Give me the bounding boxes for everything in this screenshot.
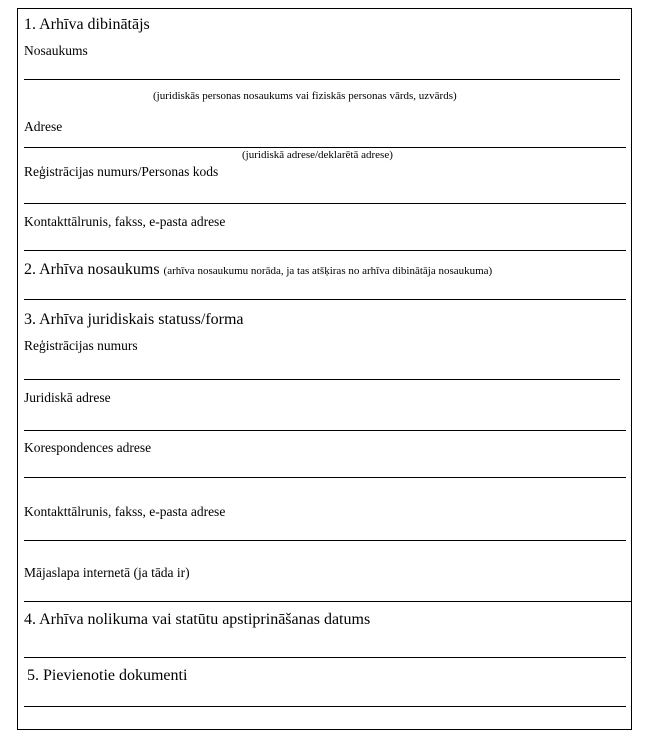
archive-registration-label: Reģistrācijas numurs [24,338,138,353]
archive-contact-label: Kontakttālrunis, fakss, e-pasta adrese [24,504,226,519]
founder-name-field[interactable] [24,79,620,80]
archive-registration-field[interactable] [24,379,620,380]
legal-address-field[interactable] [24,430,626,431]
section-3-heading: 3. Arhīva juridiskais statuss/forma [24,311,244,328]
correspondence-address-label: Korespondences adrese [24,440,152,455]
founder-name-label: Nosaukums [24,43,88,58]
founder-name-note: (juridiskās personas nosaukums vai fiziskās personas vārds, uzvārds) [153,90,457,102]
founder-address-label: Adrese [24,119,63,134]
section-2-heading: 2. Arhīva nosaukums [24,261,160,278]
section-5-heading: 5. Pievienotie dokumenti [27,667,188,684]
homepage-field[interactable] [24,601,632,602]
founder-address-note: (juridiskā adrese/deklarētā adrese) [242,149,393,161]
section-2-row [24,262,492,278]
founder-registration-label: Reģistrācijas numurs/Personas kods [24,164,219,179]
section-1-heading: 1. Arhīva dibinātājs [24,16,150,33]
section-2-note: (arhīva nosaukumu norāda, ja tas atšķiras no arhīva dibinātāja nosaukuma) [163,265,493,277]
archive-contact-field[interactable] [24,540,626,541]
correspondence-address-field[interactable] [24,477,626,478]
attached-documents-field[interactable] [24,706,626,707]
founder-address-field[interactable] [24,147,626,148]
archive-name-field[interactable] [24,299,626,300]
homepage-label: Mājaslapa internetā (ja tāda ir) [24,565,190,580]
founder-contact-field[interactable] [24,250,626,251]
approval-date-field[interactable] [24,657,626,658]
legal-address-label: Juridiskā adrese [24,390,111,405]
founder-registration-field[interactable] [24,203,626,204]
section-4-heading: 4. Arhīva nolikuma vai statūtu apstiprināšanas datums [24,611,371,628]
founder-contact-label: Kontakttālrunis, fakss, e-pasta adrese [24,214,226,229]
